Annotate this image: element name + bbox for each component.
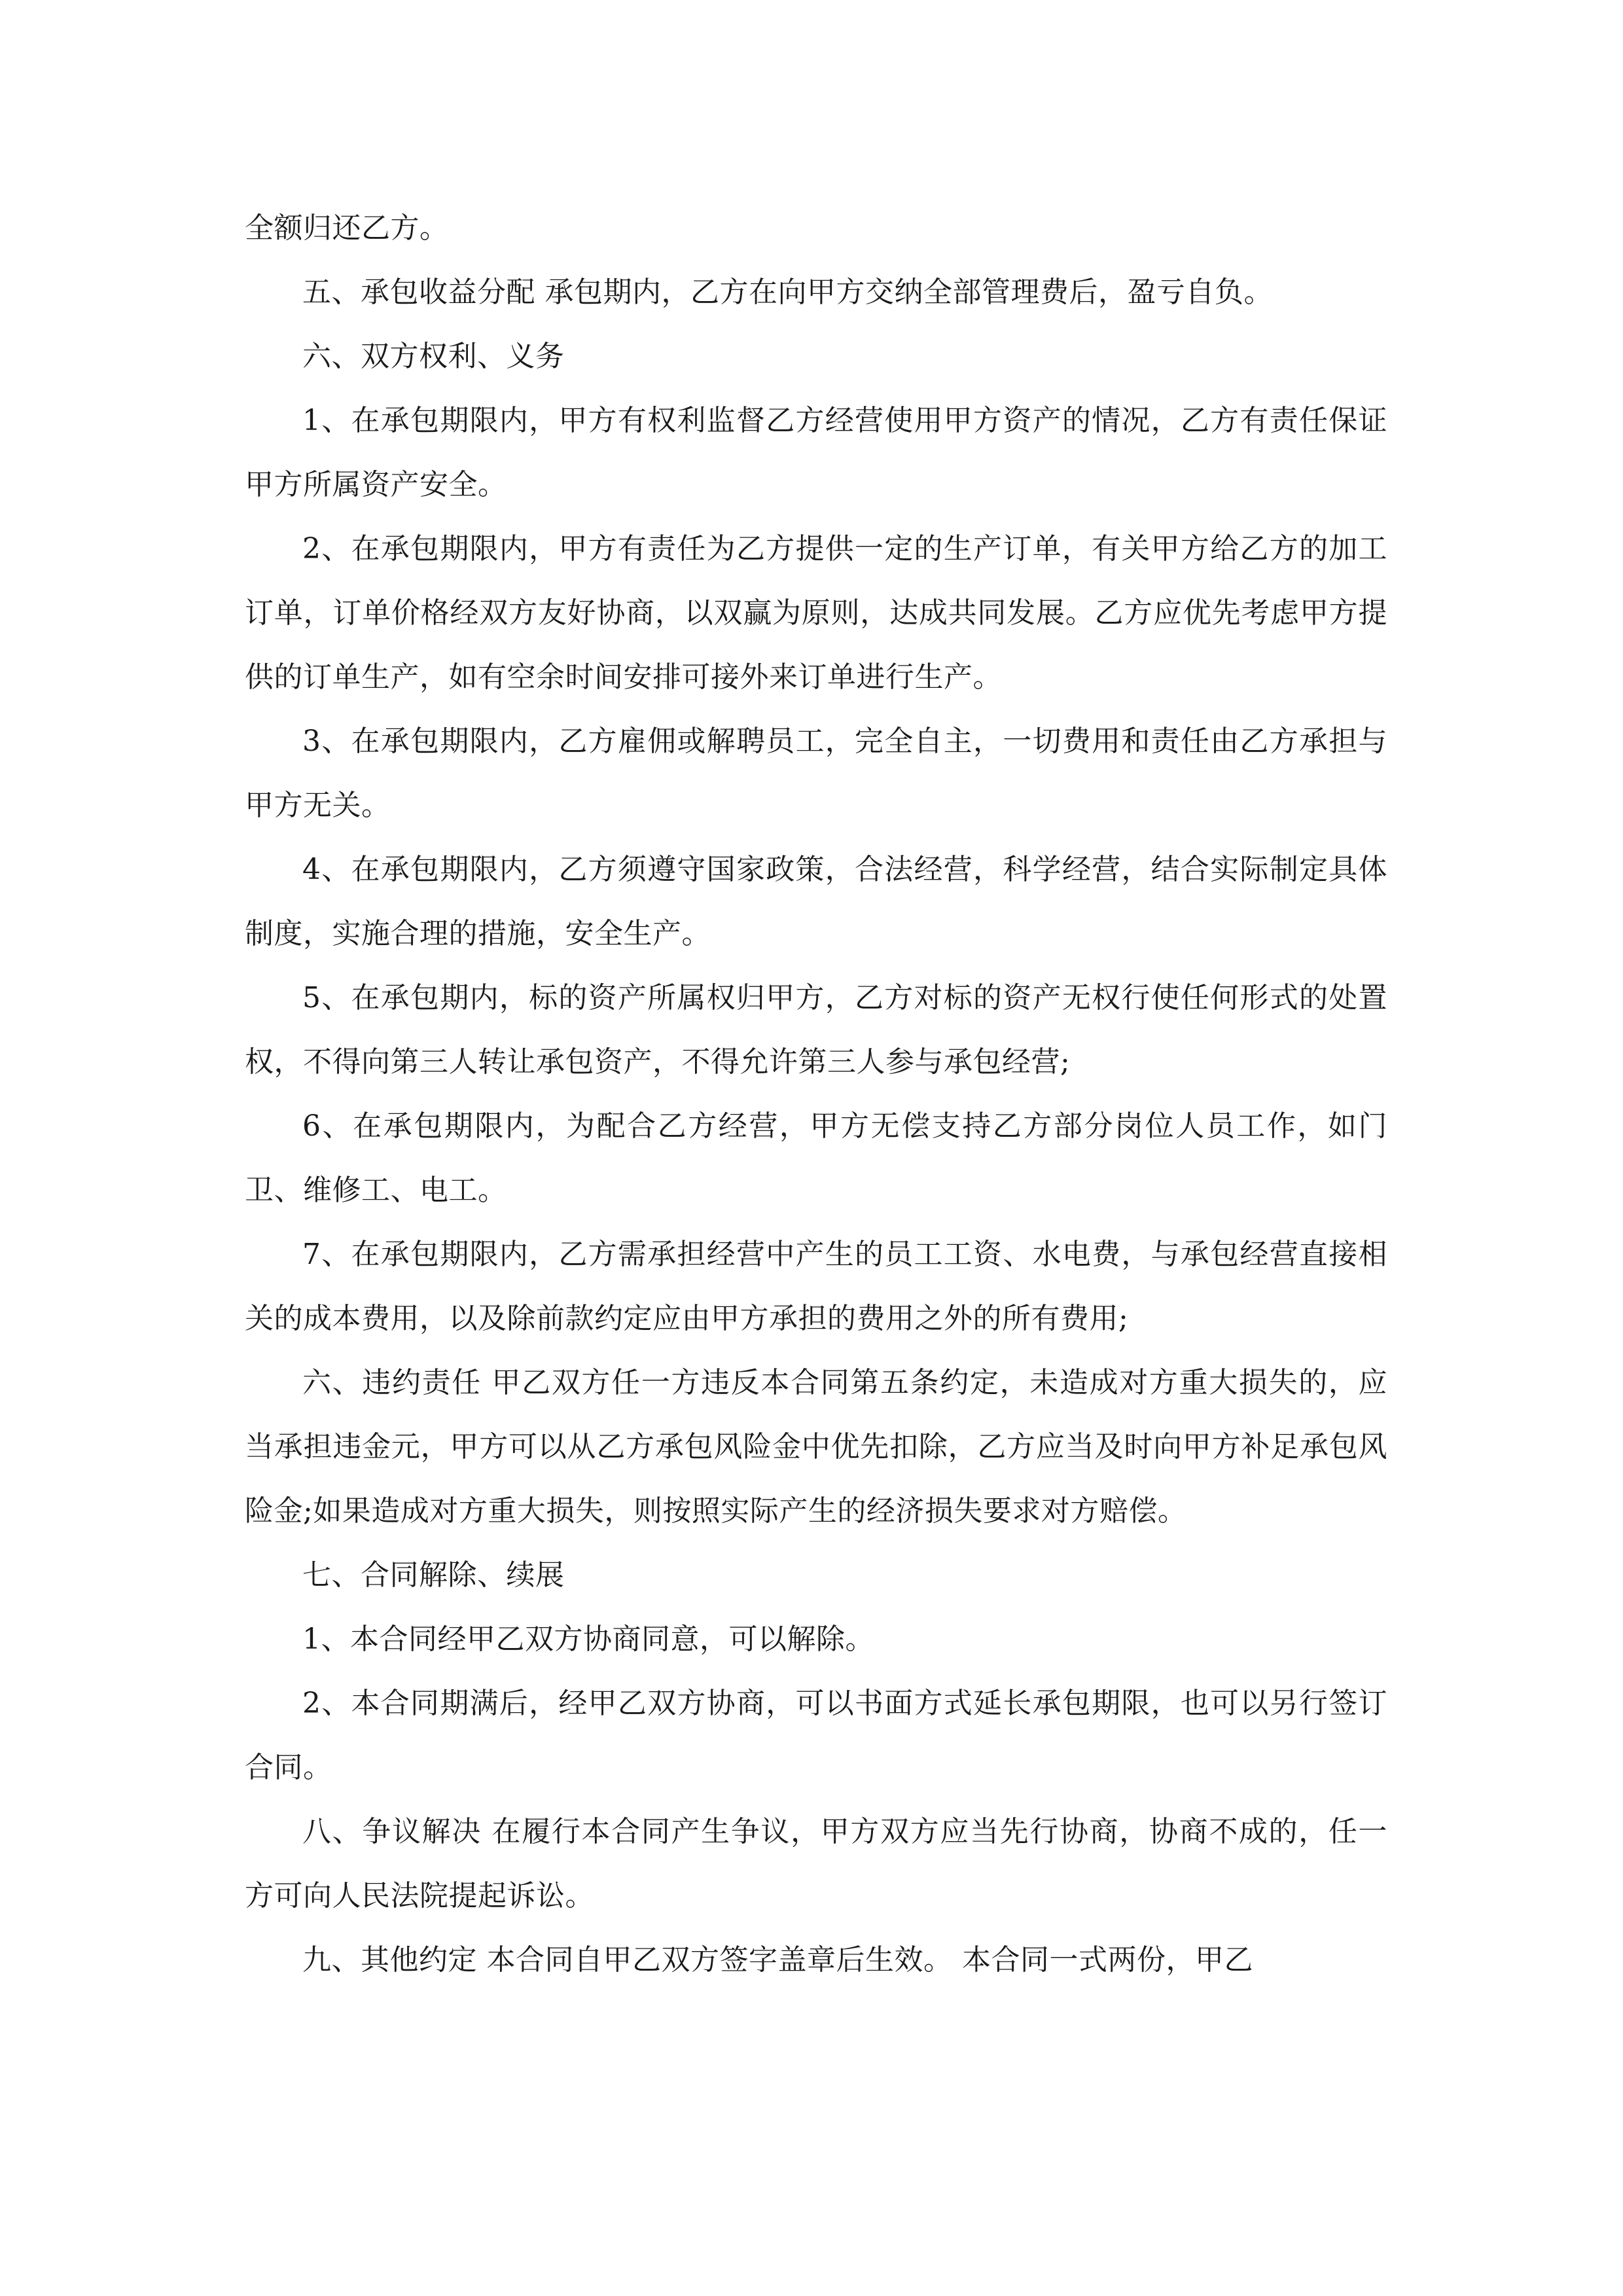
paragraph-4: 1、在承包期限内，甲方有权利监督乙方经营使用甲方资产的情况，乙方有责任保证甲方所属资产安全。 [245, 404, 1387, 501]
paragraph-7: 4、在承包期限内，乙方须遵守国家政策，合法经营，科学经营，结合实际制定具体制度，实施合理的措施，安全生产。 [245, 853, 1387, 950]
paragraph-9: 6、在承包期限内，为配合乙方经营，甲方无偿支持乙方部分岗位人员工作，如门卫、维修工、电工。 [245, 1109, 1387, 1207]
paragraph-3: 六、双方权利、义务 [302, 340, 565, 373]
paragraph-10: 7、在承包期限内，乙方需承担经营中产生的员工工资、水电费，与承包经营直接相关的成本费用，以及除前款约定应由甲方承担的费用之外的所有费用; [245, 1238, 1387, 1335]
paragraph-16: 九、其他约定 本合同自甲乙双方签字盖章后生效。 本合同一式两份，甲乙 [302, 1943, 1253, 1977]
paragraph-15: 八、争议解决 在履行本合同产生争议，甲方双方应当先行协商，协商不成的，任一方可向人民法院提起诉讼。 [245, 1815, 1387, 1912]
paragraph-8: 5、在承包期内，标的资产所属权归甲方，乙方对标的资产无权行使任何形式的处置权，不得向第三人转让承包资产，不得允许第三人参与承包经营; [245, 981, 1387, 1079]
document-body [245, 196, 1387, 1992]
paragraph-1: 全额归还乙方。 [245, 211, 449, 245]
paragraph-13: 1、本合同经甲乙双方协商同意，可以解除。 [302, 1623, 874, 1656]
paragraph-5: 2、在承包期限内，甲方有责任为乙方提供一定的生产订单，有关甲方给乙方的加工订单，订单价格经双方友好协商，以双赢为原则，达成共同发展。乙方应优先考虑甲方提供的订单生产，如有空余时间安排可接外来订单进行生产。 [245, 532, 1387, 694]
paragraph-11: 六、违约责任 甲乙双方任一方违反本合同第五条约定，未造成对方重大损失的，应当承担违金元，甲方可以从乙方承包风险金中优先扣除，乙方应当及时向甲方补足承包风险金;如果造成对方重大损失，则按照实际产生的经济损失要求对方赔偿。 [245, 1366, 1387, 1528]
paragraph-6: 3、在承包期限内，乙方雇佣或解聘员工，完全自主，一切费用和责任由乙方承担与甲方无关。 [245, 725, 1387, 822]
paragraph-2: 五、承包收益分配 承包期内，乙方在向甲方交纳全部管理费后，盈亏自负。 [302, 276, 1273, 309]
paragraph-12: 七、合同解除、续展 [302, 1558, 565, 1592]
paragraph-14: 2、本合同期满后，经甲乙双方协商，可以书面方式延长承包期限，也可以另行签订合同。 [245, 1687, 1387, 1784]
